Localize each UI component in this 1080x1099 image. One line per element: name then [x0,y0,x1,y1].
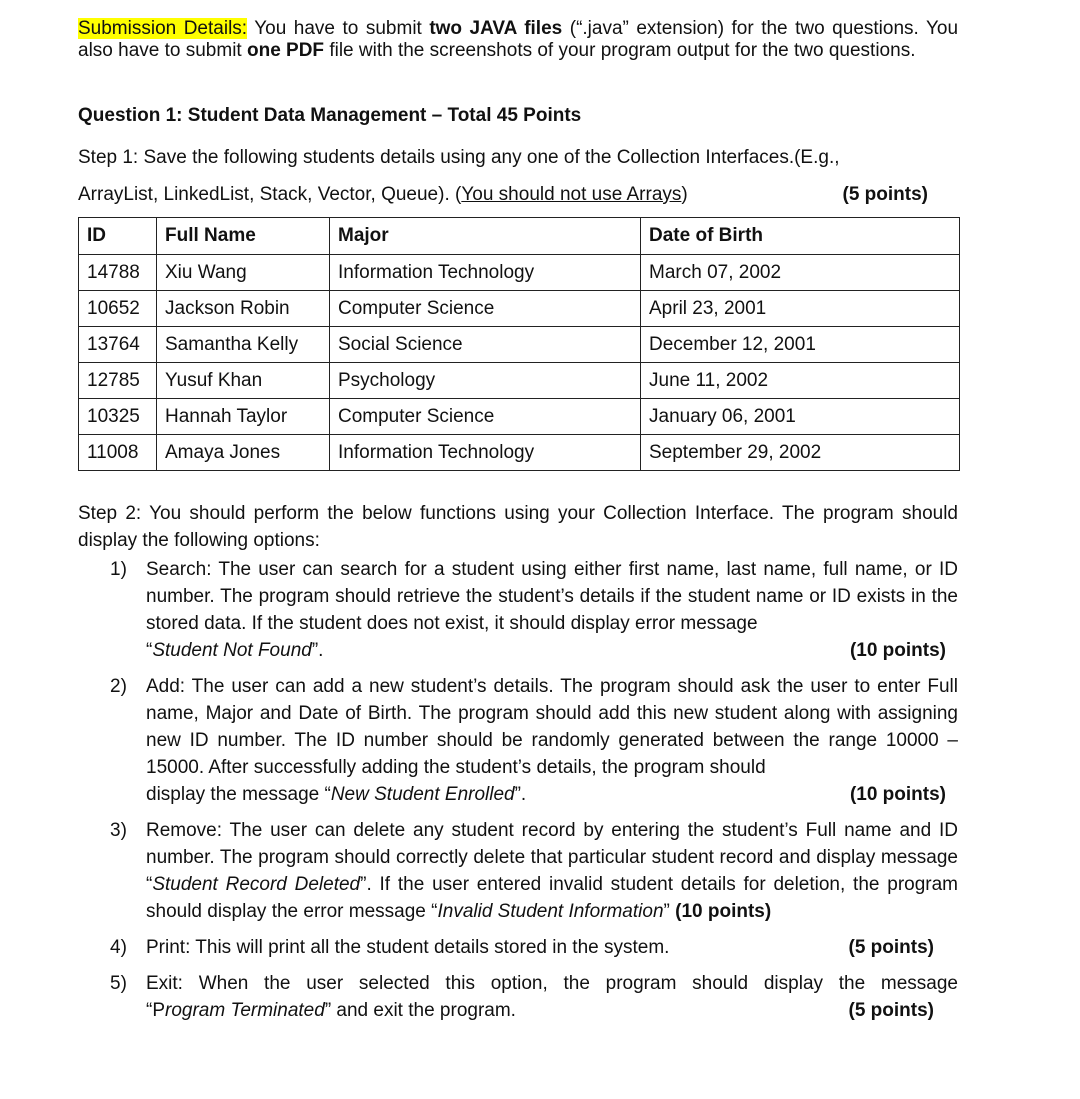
step1-paragraph [78,139,958,213]
header-major: Major [330,218,641,255]
message-program-terminated: rogram Terminated [165,1000,325,1021]
option-pre-text: “P [146,1000,165,1021]
step1-points: (5 points) [842,184,928,205]
table-row [79,291,960,327]
cell-name: Xiu Wang [157,255,330,291]
option-number: 5) [110,973,127,994]
list-item [78,556,958,664]
intro-bold-java-files: two JAVA files [429,18,563,39]
list-item [78,817,958,925]
option-text: Add: The user can add a new student’s details. The program should ask the user to enter Full name, Major and Date of Birth. The program should add this new student along with assigning new ID number. The ID number should be randomly generated between the range 10000 – 15000. After successfully adding the student’s details, the program should [146,676,958,778]
cell-id: 10325 [79,399,157,435]
table-header-row [79,218,960,255]
step1-line2-text [78,176,688,213]
cell-dob: April 23, 2001 [641,291,960,327]
option-text: Search: The user can search for a student using either first name, last name, full name, or ID number. The program should retrieve the student’s details if the student name or ID exists in the stored data. If the student does not exist, it should display error message [146,559,958,634]
cell-major: Information Technology [330,255,641,291]
cell-name: Amaya Jones [157,435,330,471]
question-title: Question 1: Student Data Management – Total 45 Points [78,105,582,126]
quote-close: ” [663,901,676,922]
option-body [146,673,958,808]
option-post-text: ” and exit the program. [324,1000,516,1021]
option-body [146,970,958,1024]
step1-suffix: ) [681,184,688,205]
option-text: Exit: When the user selected this option, the program should display the message [146,973,958,994]
option-text: Remove: The user can delete any student record by entering the student’s Full name and ID number. The program should correctly delete that particular student record and display message “ [146,820,958,895]
submission-details-highlight: Submission Details: [78,18,248,39]
table-row [79,363,960,399]
intro-text-2: (“.java” extension) for the two questions. You also have to submit [78,18,959,61]
table-row [79,399,960,435]
cell-name: Yusuf Khan [157,363,330,399]
quote-open: “ [146,640,153,661]
option-points: (10 points) [849,784,946,805]
cell-name: Hannah Taylor [157,399,330,435]
options-list [78,556,958,1024]
message-student-not-found: Student Not Found [152,640,312,661]
option-body [146,556,958,664]
quote-close: ”. [311,640,324,661]
option-number: 1) [110,559,127,580]
option-number: 4) [110,937,127,958]
cell-id: 10652 [79,291,157,327]
no-arrays-note: You should not use Arrays [461,184,682,205]
cell-major: Social Science [330,327,641,363]
intro-text-3: file with the screenshots of your program output for the two questions. [324,40,916,61]
intro-bold-pdf: one PDF [246,40,325,61]
document-page [78,18,958,1033]
option-points: (10 points) [849,640,946,661]
option-number: 3) [110,820,127,841]
cell-id: 12785 [79,363,157,399]
list-item [78,934,958,961]
step1-line2 [78,176,958,213]
table-row [79,327,960,363]
option-mid-text: ”. If the user entered invalid student details for deletion, the program should display the error message “ [146,874,959,922]
message-invalid-student-information: Invalid Student Information [437,901,664,922]
intro-text-1: You have to submit [247,18,430,39]
submission-details-paragraph [78,18,958,62]
option-points: (10 points) [675,901,772,922]
cell-dob: March 07, 2002 [641,255,960,291]
table-row [79,255,960,291]
cell-id: 14788 [79,255,157,291]
message-new-student-enrolled: New Student Enrolled [330,784,515,805]
list-item [78,673,958,808]
option-points: (5 points) [848,1000,934,1021]
header-date-of-birth: Date of Birth [641,218,960,255]
cell-major: Computer Science [330,291,641,327]
list-item [78,970,958,1024]
option-body [146,817,958,925]
step1-prefix: ArrayList, LinkedList, Stack, Vector, Queue). ( [78,184,462,205]
cell-dob: December 12, 2001 [641,327,960,363]
option-text: Print: This will print all the student details stored in the system. [146,937,670,958]
table-row [79,435,960,471]
option-body [146,934,958,961]
cell-name: Samantha Kelly [157,327,330,363]
step2-paragraph: Step 2: You should perform the below functions using your Collection Interface. The program should display the following options: [78,503,958,551]
cell-major: Information Technology [330,435,641,471]
cell-dob: January 06, 2001 [641,399,960,435]
cell-dob: June 11, 2002 [641,363,960,399]
header-full-name: Full Name [157,218,330,255]
cell-id: 11008 [79,435,157,471]
header-id: ID [79,218,157,255]
option-points: (5 points) [848,937,934,958]
students-table [78,217,960,471]
cell-id: 13764 [79,327,157,363]
step1-line1: Step 1: Save the following students details using any one of the Collection Interfaces.(E.g., [78,147,840,168]
message-student-record-deleted: Student Record Deleted [152,874,361,895]
option-pre-text: display the message “ [146,784,331,805]
option-number: 2) [110,676,127,697]
cell-name: Jackson Robin [157,291,330,327]
cell-major: Computer Science [330,399,641,435]
cell-dob: September 29, 2002 [641,435,960,471]
quote-close: ”. [514,784,527,805]
cell-major: Psychology [330,363,641,399]
